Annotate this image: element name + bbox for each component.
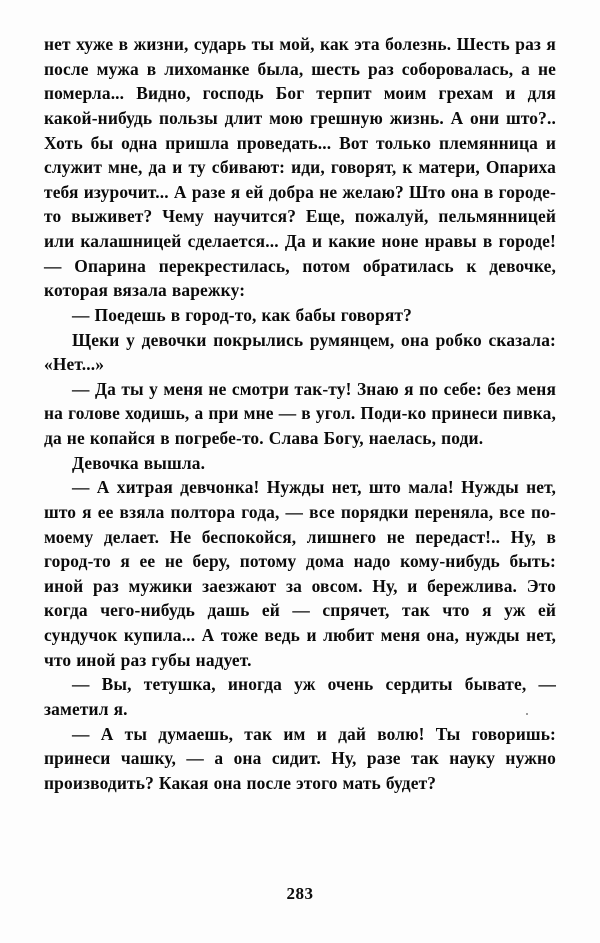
paragraph: — А ты думаешь, так им и дай волю! Ты говоришь: принеси чашку, — а она сидит. Ну, разе так науку нужно производить? Какая она после этого мать будет?: [44, 723, 556, 793]
paragraph: — Вы, тетушка, иногда уж очень сердиты бывате, — заметил я.: [44, 674, 556, 719]
page-number: 283: [286, 884, 314, 903]
paper-speck: [526, 713, 528, 715]
page-text-body: [44, 32, 556, 795]
paragraph: — Поедешь в город-то, как бабы говорят?: [72, 304, 412, 325]
paragraph: — А хитрая девчонка! Нужды нет, што мала! Нужды нет, што я ее взяла полтора года, — все порядки переняла, все по-моему делает. Не беспокойся, лишнего не передаст!.. Ну, в город-то я ее не беру, потому дома надо кому-нибудь быть: иной раз мужики заезжают за овсом. Ну, и бережлива. Это когда чего-нибудь дашь ей — спрячет, так что я уж ей сундучок купила... А тоже ведь и любит меня она, нужды нет, что иной раз губы надует.: [44, 477, 556, 670]
paragraph: Девочка вышла.: [72, 452, 206, 473]
paragraph: нет хуже в жизни, сударь ты мой, как эта болезнь. Шесть раз я после мужа в лихоманке была, шесть раз соборовалась, а не померла... Видно, господь Бог терпит моим грехам и для какой-нибудь пользы длит мою грешную жизнь. А они што?.. Хоть бы одна пришла проведать... Вот только племянница и служит мне, да и ту сбивают: иди, говорят, к матери, Опариха тебя изурочит... А разе я ей добра не желаю? Што она в городе-то выживет? Чему научится? Еще, пожалуй, пельмянницей или калашницей сделается... Да и какие ноне нравы в городе! — Опарина перекрестилась, потом обратилась к девочке, которая вязала варежку:: [44, 34, 556, 301]
paragraph: — Да ты у меня не смотри так-ту! Знаю я по себе: без меня на голове ходишь, а при мне — в угол. Поди-ко принеси пивка, да не копайся в погребе-то. Слава Богу, наелась, поди.: [44, 378, 556, 448]
paragraph: Щеки у девочки покрылись румянцем, она робко сказала: «Нет...»: [44, 329, 556, 375]
